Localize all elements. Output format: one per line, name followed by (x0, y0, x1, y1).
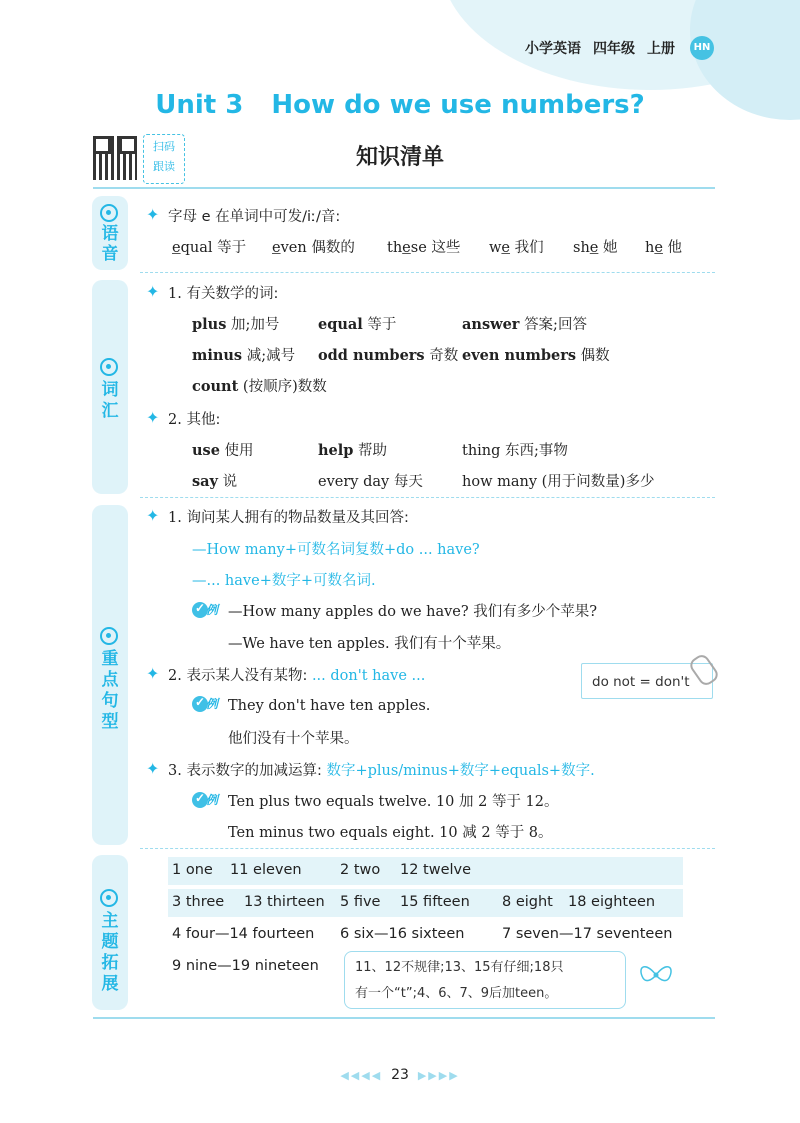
edition-badge: HN (690, 36, 714, 60)
note-card: do not = don't (581, 663, 713, 699)
sentence-point-2: ✦2. 表示某人没有某物: ... don't have ... (148, 664, 425, 685)
vocab-minus: minus 减;减号 (192, 347, 296, 364)
tab-theme-extension (92, 855, 128, 1010)
target-icon (100, 627, 118, 645)
star-bullet-icon (148, 209, 160, 221)
tab-sentences-label-1: 重 (101, 649, 119, 669)
sentence-pattern-answer: —... have+数字+可数名词. (192, 573, 376, 589)
example-3-plus: ✓ 例 Ten plus two equals twelve. 10 加 2 等于 12。 (192, 790, 559, 811)
tab-ext-label-3: 拓 (101, 953, 119, 973)
vocab-even-numbers: even numbers 偶数 (462, 347, 610, 364)
tab-vocabulary (92, 280, 128, 494)
sentence-pattern-question: —How many+可数名词复数+do ... have? (192, 542, 480, 558)
example-1-answer: —We have ten apples. 我们有十个苹果。 (228, 636, 511, 652)
vocab-plus: plus 加;加号 (192, 316, 280, 333)
tab-ext-label-2: 题 (101, 932, 119, 952)
phonics-word-4: we 我们 (489, 240, 544, 256)
section-divider (140, 848, 715, 849)
vocab-count: count (按顺序)数数 (192, 378, 327, 395)
tab-sentences-label-2: 点 (101, 670, 119, 690)
vocab-every-day: every day 每天 (318, 474, 423, 490)
example-3-minus: Ten minus two equals eight. 10 减 2 等于 8。 (228, 825, 553, 841)
left-arrows-icon: ◀◀◀◀ (340, 1069, 383, 1082)
tab-key-sentences (92, 505, 128, 845)
tab-phonics (92, 196, 128, 270)
target-icon (100, 889, 118, 907)
scan-tag-line2: 跟读 (153, 160, 175, 173)
vocab-how-many: how many (用于问数量)多少 (462, 474, 655, 490)
vocab-heading-1: ✦1. 有关数学的词: (148, 282, 278, 303)
vocab-say: say 说 (192, 473, 238, 490)
example-1-question: ✓ 例 —How many apples do we have? 我们有多少个苹果? (192, 600, 597, 621)
header-term: 上册 (647, 41, 675, 57)
page-footer (0, 1067, 800, 1083)
memory-tip-line1: 11、12不规律;13、15有仔细;18只 (355, 960, 564, 975)
star-bullet-icon (148, 412, 160, 424)
scan-tag-line1: 扫码 (153, 140, 175, 153)
header-grade: 四年级 (593, 41, 635, 57)
star-bullet-icon (148, 286, 160, 298)
vocab-odd-numbers: odd numbers 奇数 (318, 347, 459, 364)
top-divider (93, 187, 715, 189)
phonics-heading (148, 205, 340, 226)
memory-tip-box (344, 951, 626, 1009)
phonics-word-6: he 他 (645, 240, 683, 256)
example-2-en: ✓ 例 They don't have ten apples. (192, 695, 430, 714)
book-header (525, 38, 687, 58)
unit-question: How do we use numbers? (271, 90, 645, 120)
section-divider (140, 497, 715, 498)
unit-number: Unit 3 (155, 90, 244, 120)
tab-sentences-label-4: 型 (101, 712, 119, 732)
sentence-point-1: ✦1. 询问某人拥有的物品数量及其回答: (148, 506, 409, 527)
star-bullet-icon (148, 668, 160, 680)
phonics-word-1: equal 等于 (172, 240, 247, 256)
star-bullet-icon (148, 510, 160, 522)
phonics-word-5: she 她 (573, 240, 618, 256)
target-icon (100, 204, 118, 222)
memory-tip-line2: 有一个“t”;4、6、7、9后加teen。 (355, 986, 558, 1001)
vocab-thing: thing 东西;事物 (462, 443, 568, 459)
tab-phonics-label-2: 音 (101, 244, 119, 264)
phonics-word-3: these 这些 (387, 240, 461, 256)
tab-vocab-label-1: 词 (101, 380, 119, 400)
header-subject: 小学英语 (525, 41, 581, 57)
phonics-word-2: even 偶数的 (272, 240, 355, 256)
star-bullet-icon (148, 763, 160, 775)
vocab-help: help 帮助 (318, 442, 388, 459)
tab-ext-label-1: 主 (101, 911, 119, 931)
example-badge-icon: ✓ 例 (192, 695, 222, 713)
tab-ext-label-4: 展 (101, 974, 119, 994)
example-2-cn: 他们没有十个苹果。 (228, 731, 359, 747)
page-number: 23 (391, 1067, 409, 1083)
vocab-use: use 使用 (192, 442, 254, 459)
tab-vocab-label-2: 汇 (101, 401, 119, 421)
vocab-equal: equal 等于 (318, 316, 397, 333)
tab-phonics-label-1: 语 (101, 224, 119, 244)
unit-title (0, 90, 800, 120)
page-title: 知识清单 (355, 145, 444, 170)
target-icon (100, 358, 118, 376)
example-badge-icon: ✓ 例 (192, 601, 222, 619)
sentence-point-3: ✦3. 表示数字的加减运算: 数字+plus/minus+数字+equals+数字. (148, 759, 595, 780)
vocab-heading-2: ✦2. 其他: (148, 408, 220, 429)
vocab-answer: answer 答案;回答 (462, 316, 587, 333)
example-badge-icon: ✓ 例 (192, 791, 222, 809)
phonics-heading-text: 字母 e 在单词中可发/iː/音: (168, 209, 341, 225)
tab-sentences-label-3: 句 (101, 691, 119, 711)
bow-decoration-icon (636, 960, 676, 990)
section-divider (140, 272, 715, 273)
bottom-divider (93, 1017, 715, 1019)
right-arrows-icon: ▶▶▶▶ (417, 1069, 460, 1082)
